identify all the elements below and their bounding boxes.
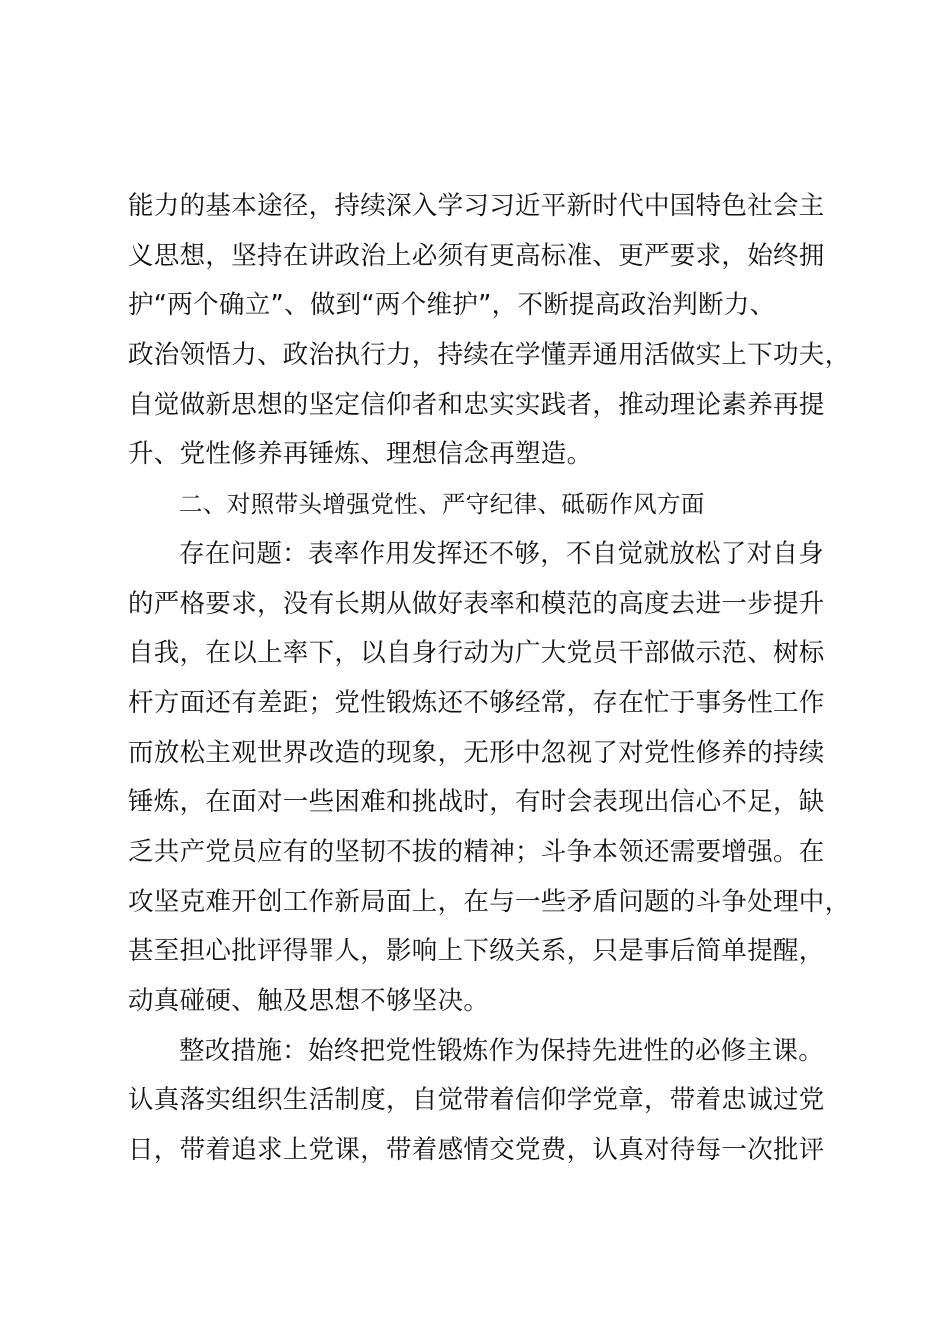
- paragraph-line: 日，带着追求上党课，带着感情交党费，认真对待每一次批评: [128, 1135, 825, 1166]
- paragraph-line: 甚至担心批评得罪人，影响上下级关系，只是事后简单提醒，: [128, 936, 825, 967]
- paragraph-line: 护“两个确立”、做到“两个维护”，不断提高政治判断力、: [128, 290, 776, 321]
- paragraph-line: 的严格要求，没有长期从做好表率和模范的高度去进一步提升: [128, 588, 825, 619]
- paragraph-line: 政治领悟力、政治执行力，持续在学懂弄通用活做实上下功夫，: [128, 340, 851, 371]
- paragraph-line: 锤炼，在面对一些困难和挑战时，有时会表现出信心不足，缺: [128, 787, 825, 818]
- paragraph-line: 动真碰硬、触及思想不够坚决。: [128, 986, 490, 1016]
- paragraph-line: 自觉做新思想的坚定信仰者和忠实实践者，推动理论素养再提: [128, 389, 825, 420]
- paragraph-line: 义思想，坚持在讲政治上必须有更高标准、更严要求，始终拥: [128, 240, 825, 271]
- document-body: [128, 182, 851, 1176]
- paragraph-line: 而放松主观世界改造的现象，无形中忽视了对党性修养的持续: [128, 737, 825, 768]
- paragraph-line: 升、党性修养再锤炼、理想信念再塑造。: [128, 439, 593, 470]
- paragraph-line: 能力的基本途径，持续深入学习习近平新时代中国特色社会主: [128, 191, 825, 221]
- paragraph-line: 攻坚克难开创工作新局面上，在与一些矛盾问题的斗争处理中，: [128, 886, 851, 917]
- section-heading: 二、对照带头增强党性、严守纪律、砥砺作风方面: [179, 490, 705, 519]
- paragraph-line: 杆方面还有差距；党性锻炼还不够经常，存在忙于事务性工作: [128, 687, 825, 718]
- paragraph-line: 自我，在以上率下，以自身行动为广大党员干部做示范、树标: [128, 638, 825, 669]
- paragraph-line: 存在问题：表率作用发挥还不够，不自觉就放松了对自身: [179, 538, 825, 569]
- paragraph-line: 认真落实组织生活制度，自觉带着信仰学党章，带着忠诚过党: [128, 1085, 825, 1116]
- paragraph-line: 乏共产党员应有的坚韧不拔的精神；斗争本领还需要增强。在: [128, 836, 825, 867]
- paragraph-line: 整改措施：始终把党性锻炼作为保持先进性的必修主课。: [179, 1035, 825, 1066]
